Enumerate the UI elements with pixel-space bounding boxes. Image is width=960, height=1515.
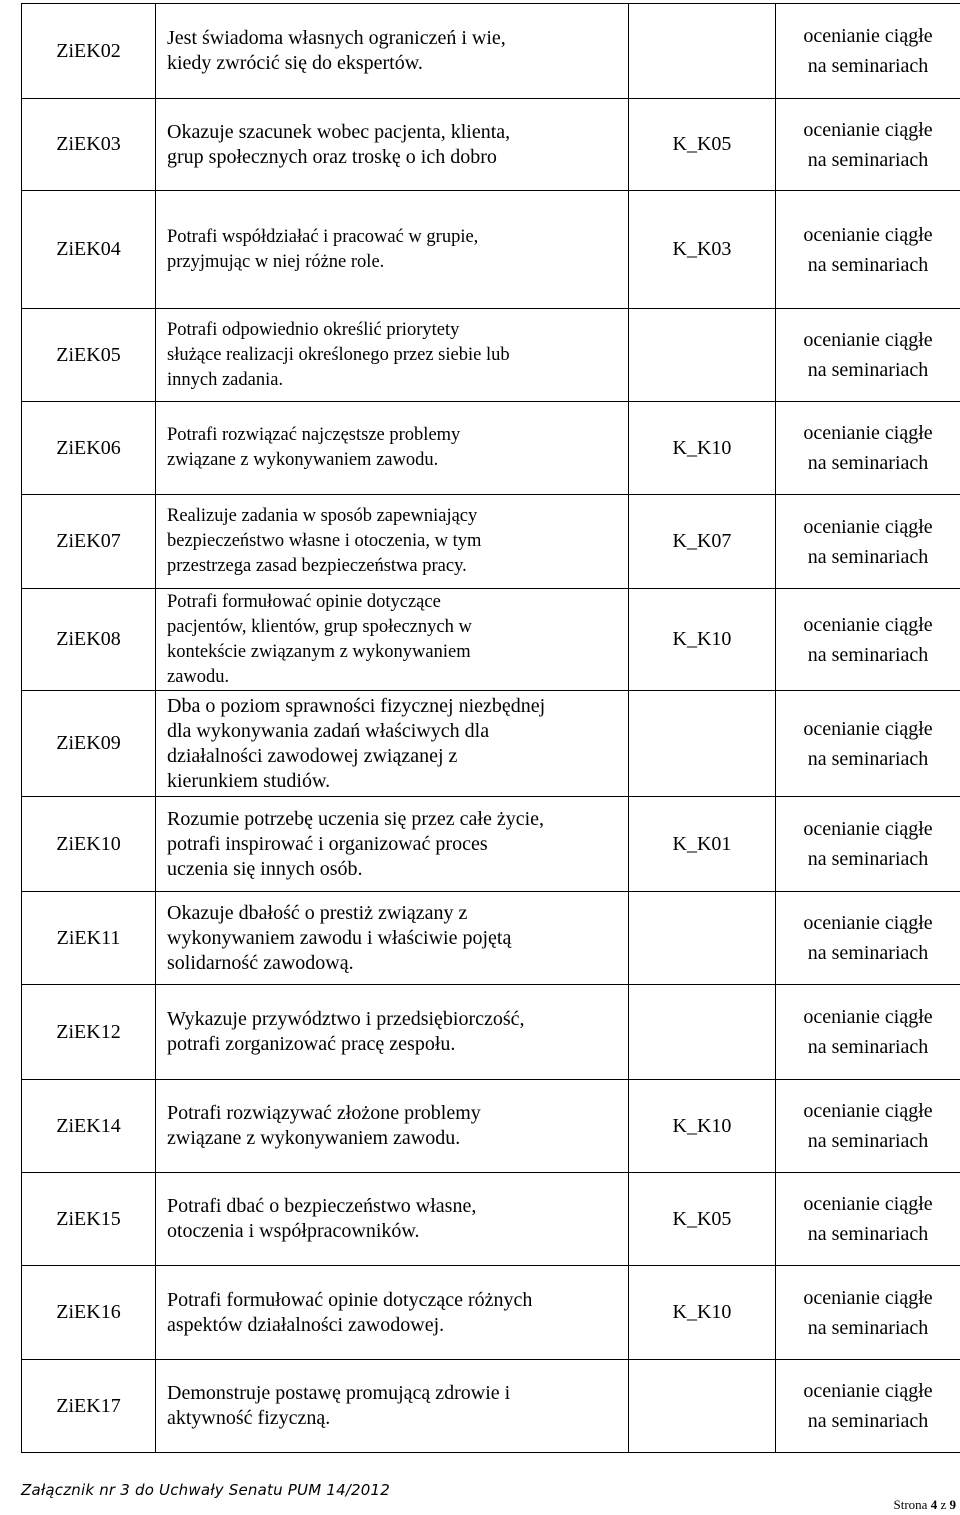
description-line: zawodu. [167,666,230,687]
assessment-method [776,309,960,402]
description-line: aspektów działalności zawodowej. [167,1313,445,1336]
description-line: dla wykonywania zadań właściwych dla [167,719,490,742]
assessment-method [776,985,960,1080]
assessment-method [776,797,960,892]
outcome-code: ZiEK14 [22,1080,156,1173]
assessment-method [776,1080,960,1173]
outcome-code: ZiEK10 [22,797,156,892]
description-line: wykonywaniem zawodu i właściwie pojętą [167,926,512,949]
outcome-code: ZiEK11 [22,892,156,985]
outcome-code: ZiEK09 [22,691,156,797]
description-line: Potrafi formułować opinie dotyczące różnych [167,1288,533,1311]
description-line: Potrafi odpowiednio określić priorytety [167,319,460,340]
outcome-code: ZiEK03 [22,99,156,191]
program-outcome-reference: K_K07 [629,495,776,589]
table-row [22,589,960,691]
program-outcome-reference [629,985,776,1080]
outcome-description [156,892,629,985]
description-line: pacjentów, klientów, grup społecznych w [167,616,472,637]
table-row [22,402,960,495]
table-row [22,1080,960,1173]
table-row [22,691,960,797]
description-line: kierunkiem studiów. [167,769,331,792]
outcome-description [156,4,629,99]
method-line: na seminariach [807,1036,929,1058]
method-line: ocenianie ciągłe [803,223,933,246]
program-outcome-reference [629,309,776,402]
method-line: ocenianie ciągłe [803,912,933,934]
table-row [22,99,960,191]
table-row [22,985,960,1080]
method-line: ocenianie ciągłe [803,1193,933,1215]
description-line: Okazuje szacunek wobec pacjenta, klienta, [167,120,511,143]
program-outcome-reference: K_K05 [629,99,776,191]
outcome-description [156,1266,629,1360]
description-line: grup społecznych oraz troskę o ich dobro [167,145,497,168]
description-line: Potrafi dbać o bezpieczeństwo własne, [167,1195,477,1217]
assessment-method [776,691,960,797]
page-label: Strona [893,1497,928,1512]
description-line: Potrafi formułować opinie dotyczące [167,591,441,612]
assessment-method [776,1173,960,1266]
page-separator: z [940,1497,947,1512]
method-line: ocenianie ciągłe [803,118,933,141]
outcome-description [156,402,629,495]
description-line: Potrafi rozwiązywać złożone problemy [167,1102,481,1124]
method-line: ocenianie ciągłe [803,1100,933,1122]
description-line: Potrafi rozwiązać najczęstsze problemy [167,425,461,445]
description-line: uczenia się innych osób. [167,857,363,880]
outcome-description [156,99,629,191]
outcome-description [156,309,629,402]
assessment-method [776,1266,960,1360]
assessment-method [776,589,960,691]
description-line: związane z wykonywaniem zawodu. [167,450,439,470]
description-line: innych zadania. [167,369,284,390]
description-line: Demonstruje postawę promującą zdrowie i [167,1382,511,1404]
table-row [22,797,960,892]
program-outcome-reference [629,1360,776,1453]
learning-outcomes-table [21,3,960,1453]
description-line: Realizuje zadania w sposób zapewniający [167,506,478,526]
description-line: przestrzega zasad bezpieczeństwa pracy. [167,556,467,576]
program-outcome-reference [629,892,776,985]
page-total: 9 [949,1497,956,1512]
table-row [22,191,960,309]
method-line: ocenianie ciągłe [803,329,933,351]
method-line: na seminariach [807,1130,929,1152]
description-line: służące realizacji określonego przez siebie lub [167,344,510,365]
method-line: na seminariach [807,545,929,568]
description-line: aktywność fizyczną. [167,1407,331,1429]
program-outcome-reference [629,4,776,99]
outcome-code: ZiEK15 [22,1173,156,1266]
description-line: kontekście związanym z wykonywaniem [167,641,471,662]
outcome-description [156,1360,629,1453]
program-outcome-reference: K_K10 [629,1080,776,1173]
method-line: ocenianie ciągłe [803,818,933,840]
description-line: solidarność zawodową. [167,951,354,974]
method-line: na seminariach [807,747,929,770]
method-line: na seminariach [807,359,929,381]
method-line: ocenianie ciągłe [803,515,933,538]
outcome-description [156,691,629,797]
outcome-code: ZiEK05 [22,309,156,402]
method-line: ocenianie ciągłe [803,1286,933,1309]
table-row [22,309,960,402]
assessment-method [776,99,960,191]
outcome-description [156,1080,629,1173]
program-outcome-reference [629,691,776,797]
method-line: na seminariach [807,1410,929,1432]
table-row [22,1266,960,1360]
program-outcome-reference: K_K03 [629,191,776,309]
outcome-description [156,1173,629,1266]
description-line: potrafi inspirować i organizować proces [167,832,488,855]
description-line: potrafi zorganizować pracę zespołu. [167,1033,456,1055]
table-row [22,1360,960,1453]
outcome-description [156,191,629,309]
description-line: bezpieczeństwo własne i otoczenia, w tym [167,531,482,551]
description-line: Wykazuje przywództwo i przedsiębiorczość, [167,1008,525,1030]
outcome-description [156,985,629,1080]
table-row [22,495,960,589]
method-line: ocenianie ciągłe [803,1006,933,1028]
program-outcome-reference: K_K05 [629,1173,776,1266]
method-line: na seminariach [807,1223,929,1245]
program-outcome-reference: K_K01 [629,797,776,892]
assessment-method [776,191,960,309]
outcome-code: ZiEK08 [22,589,156,691]
outcome-code: ZiEK12 [22,985,156,1080]
method-line: na seminariach [807,643,929,666]
description-line: Okazuje dbałość o prestiż związany z [167,901,468,924]
method-line: na seminariach [807,55,929,77]
method-line: na seminariach [807,848,929,870]
outcome-code: ZiEK17 [22,1360,156,1453]
description-line: Jest świadoma własnych ograniczeń i wie, [167,27,506,49]
page-number [894,1497,956,1513]
table-row [22,4,960,99]
program-outcome-reference: K_K10 [629,589,776,691]
outcome-code: ZiEK04 [22,191,156,309]
outcome-code: ZiEK02 [22,4,156,99]
program-outcome-reference: K_K10 [629,402,776,495]
method-line: ocenianie ciągłe [803,1380,933,1402]
outcome-description [156,589,629,691]
outcome-description [156,797,629,892]
method-line: na seminariach [807,148,929,171]
method-line: na seminariach [807,1316,929,1339]
outcome-code: ZiEK16 [22,1266,156,1360]
method-line: na seminariach [807,942,929,964]
description-line: kiedy zwrócić się do ekspertów. [167,52,423,74]
method-line: na seminariach [807,253,929,276]
program-outcome-reference: K_K10 [629,1266,776,1360]
assessment-method [776,495,960,589]
table-row [22,1173,960,1266]
table-body [22,4,960,1453]
method-line: ocenianie ciągłe [803,25,933,47]
description-line: Dba o poziom sprawności fizycznej niezbędnej [167,694,546,717]
method-line: ocenianie ciągłe [803,422,933,444]
footer-attachment-note: Załącznik nr 3 do Uchwały Senatu PUM 14/2012 [21,1481,391,1499]
outcome-description [156,495,629,589]
outcome-code: ZiEK07 [22,495,156,589]
description-line: Potrafi współdziałać i pracować w grupie, [167,226,479,247]
method-line: ocenianie ciągłe [803,613,933,636]
method-line: na seminariach [807,452,929,474]
assessment-method [776,4,960,99]
page-current: 4 [930,1497,938,1512]
assessment-method [776,892,960,985]
assessment-method [776,402,960,495]
description-line: związane z wykonywaniem zawodu. [167,1127,461,1149]
description-line: działalności zawodowej związanej z [167,744,458,767]
method-line: ocenianie ciągłe [803,717,933,740]
description-line: Rozumie potrzebę uczenia się przez całe życie, [167,807,545,830]
table-row [22,892,960,985]
description-line: otoczenia i współpracowników. [167,1220,420,1242]
outcome-code: ZiEK06 [22,402,156,495]
description-line: przyjmując w niej różne role. [167,251,385,272]
assessment-method [776,1360,960,1453]
